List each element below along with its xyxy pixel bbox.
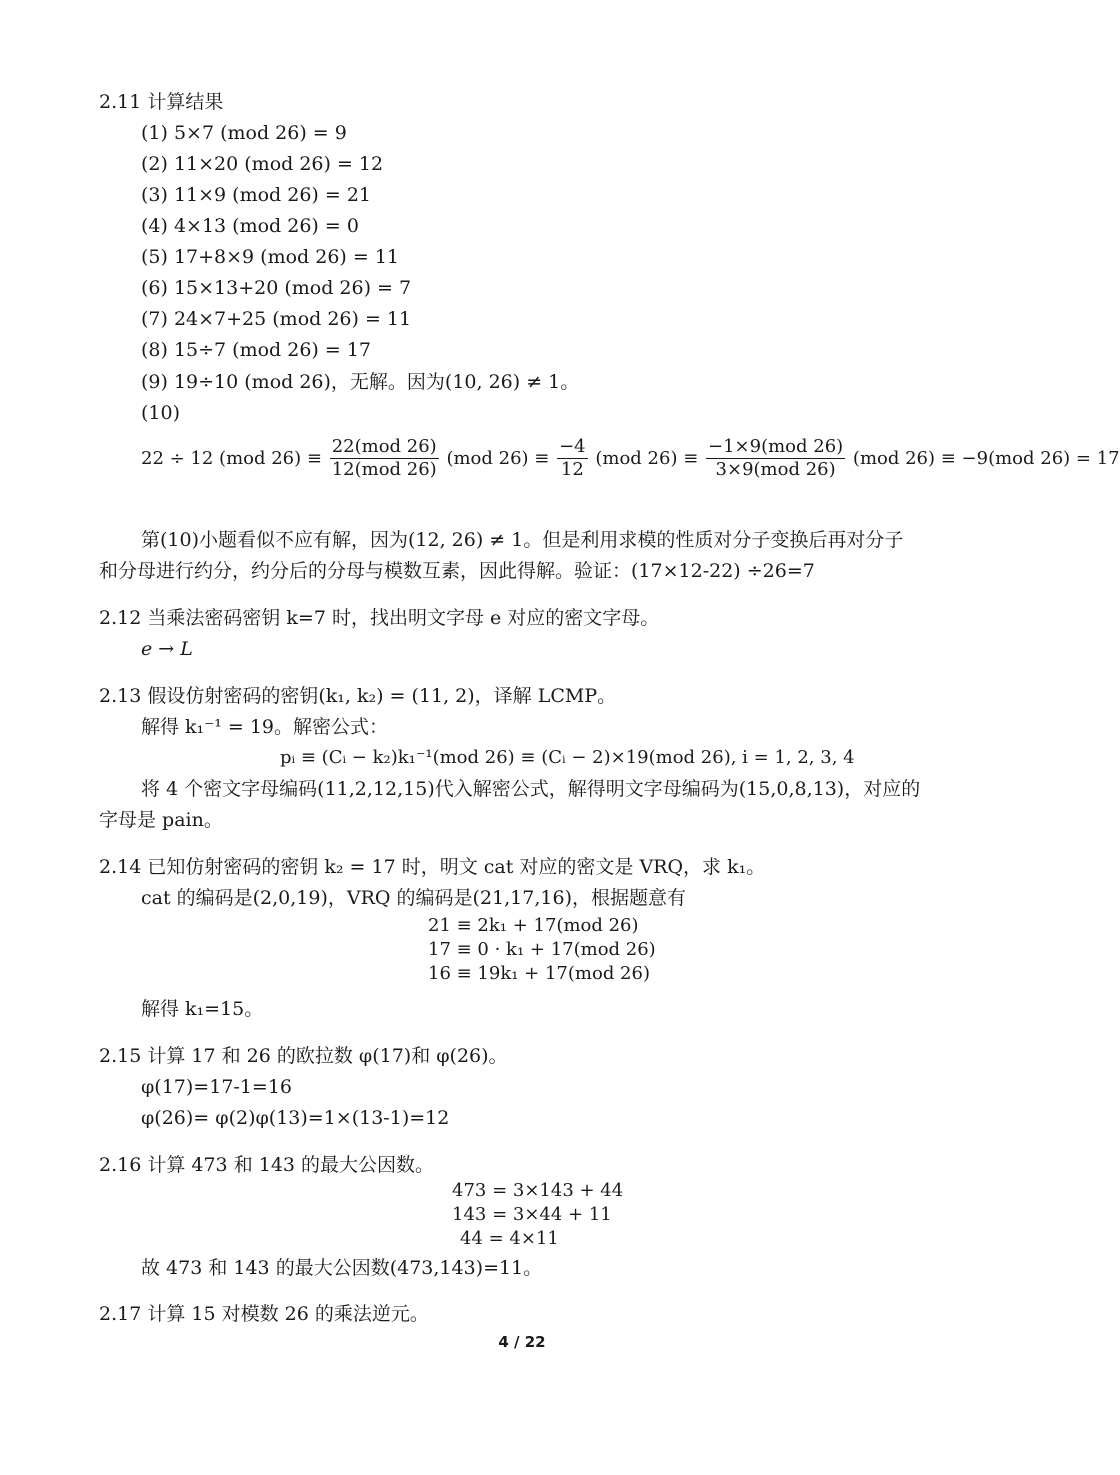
eq10-fraction-2 [557,436,588,481]
section-2-13-line-1: 解得 k₁⁻¹ = 19。解密公式： [141,716,388,738]
congruence-1: 21 ≡ 2k₁ + 17(mod 26) [428,915,639,936]
section-2-12-title: 2.12 当乘法密码密钥 k=7 时，找出明文字母 e 对应的密文字母。 [99,607,660,629]
eq10-mid-1: (mod 26) ≡ [446,448,550,469]
eq10-f1-numerator: 22(mod 26) [331,436,437,457]
eq10-f3-numerator: −1×9(mod 26) [708,436,844,457]
equation-10 [141,436,1120,481]
phi-26: φ(26)= φ(2)φ(13)=1×(13-1)=12 [141,1107,450,1129]
section-2-12-answer: e → L [141,638,193,660]
note-line-1: 第(10)小题看似不应有解，因为(12, 26) ≠ 1。但是利用求模的性质对分子变换后再对分子 [141,529,904,551]
section-2-14-result: 解得 k₁=15。 [141,998,264,1020]
item-7: (7) 24×7+25 (mod 26) = 11 [141,308,412,330]
eq10-tail: (mod 26) ≡ −9(mod 26) = 17 [852,448,1120,469]
eq10-mid-2: (mod 26) ≡ [595,448,699,469]
euclid-step-1: 473 = 3×143 + 44 [452,1180,624,1201]
section-2-15-title: 2.15 计算 17 和 26 的欧拉数 φ(17)和 φ(26)。 [99,1045,508,1067]
item-5: (5) 17+8×9 (mod 26) = 11 [141,246,400,268]
item-2: (2) 11×20 (mod 26) = 12 [141,153,384,175]
item-10: (10) [141,402,181,424]
euclid-step-3: 44 = 4×11 [460,1228,559,1249]
eq10-f1-denominator: 12(mod 26) [331,459,437,480]
eq10-fraction-3 [706,436,845,481]
eq10-lhs: 22 ÷ 12 (mod 26) ≡ [141,448,322,469]
section-2-16-result: 故 473 和 143 的最大公因数(473,143)=11。 [141,1257,543,1279]
eq10-f2-denominator: 12 [560,459,584,480]
congruence-3: 16 ≡ 19k₁ + 17(mod 26) [428,963,650,984]
item-4: (4) 4×13 (mod 26) = 0 [141,215,359,237]
phi-17: φ(17)=17-1=16 [141,1076,293,1098]
note-line-2: 和分母进行约分，约分后的分母与模数互素，因此得解。验证：(17×12-22) ÷26=7 [99,560,815,582]
item-6: (6) 15×13+20 (mod 26) = 7 [141,277,412,299]
eq10-f2-numerator: −4 [559,436,586,457]
euclid-step-2: 143 = 3×44 + 11 [452,1204,612,1225]
item-9: (9) 19÷10 (mod 26)，无解。因为(10, 26) ≠ 1。 [141,371,580,393]
section-2-11-title: 2.11 计算结果 [99,91,224,113]
item-1: (1) 5×7 (mod 26) = 9 [141,122,347,144]
eq10-fraction-1 [330,436,439,481]
eq10-f3-denominator: 3×9(mod 26) [715,459,836,480]
congruence-2: 17 ≡ 0 · k₁ + 17(mod 26) [428,939,656,960]
section-2-14-title: 2.14 已知仿射密码的密钥 k₂ = 17 时，明文 cat 对应的密文是 VRQ，求 k₁。 [99,856,766,878]
section-2-14-line-1: cat 的编码是(2,0,19)，VRQ 的编码是(21,17,16)，根据题意有 [141,887,686,909]
section-2-13-title: 2.13 假设仿射密码的密钥(k₁, k₂) = (11, 2)，译解 LCMP。 [99,685,617,707]
section-2-16-title: 2.16 计算 473 和 143 的最大公因数。 [99,1154,435,1176]
item-3: (3) 11×9 (mod 26) = 21 [141,184,372,206]
section-2-13-line-3: 字母是 pain。 [99,809,223,831]
section-2-17-title: 2.17 计算 15 对模数 26 的乘法逆元。 [99,1303,429,1325]
page-number: 4 / 22 [498,1333,546,1351]
decryption-formula: pᵢ ≡ (Cᵢ − k₂)k₁⁻¹(mod 26) ≡ (Cᵢ − 2)×19(mod 26), i = 1, 2, 3, 4 [280,747,855,768]
section-2-13-line-2: 将 4 个密文字母编码(11,2,12,15)代入解密公式，解得明文字母编码为(15,0,8,13)，对应的 [141,778,921,800]
item-8: (8) 15÷7 (mod 26) = 17 [141,339,372,361]
